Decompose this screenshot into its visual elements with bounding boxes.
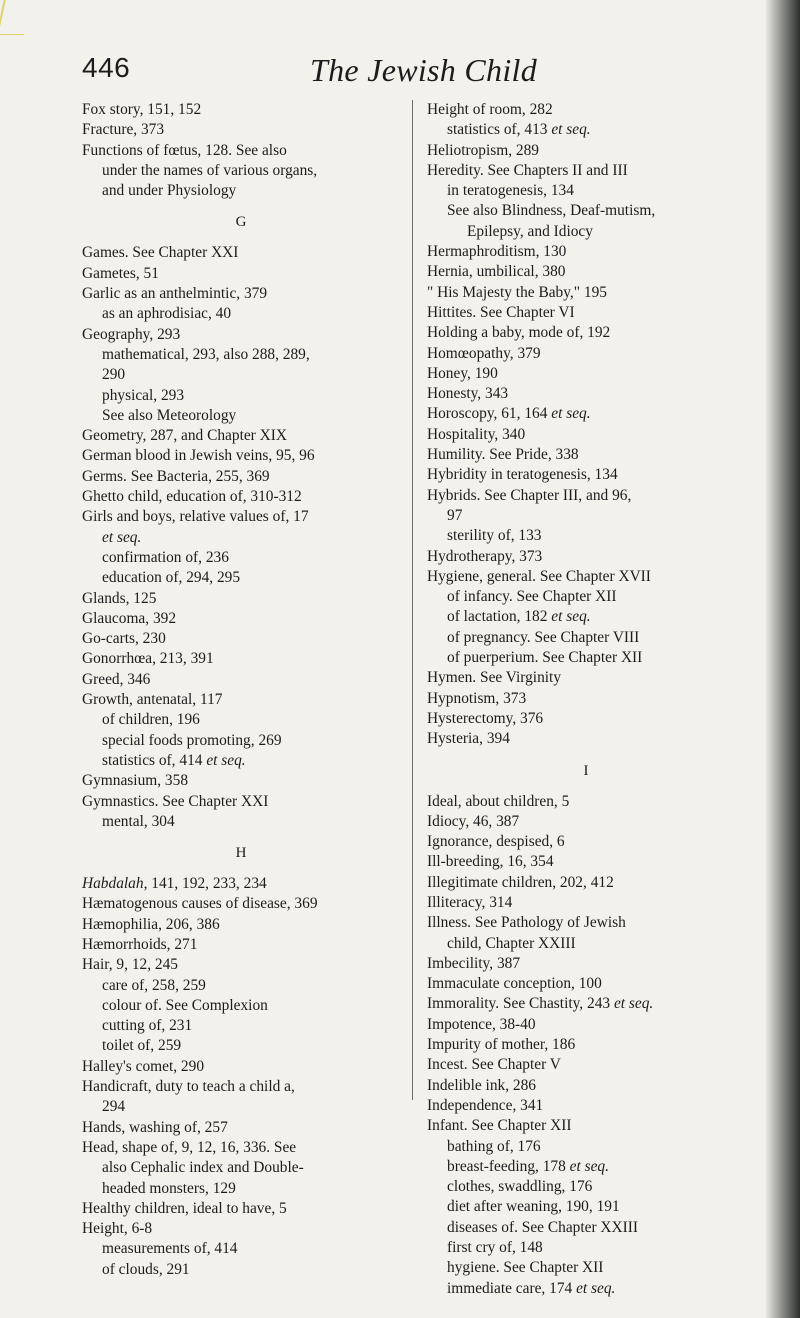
index-subentry: headed monsters, 129	[102, 1179, 236, 1197]
index-subentry: sterility of, 133	[447, 527, 542, 545]
index-subentry: toilet of, 259	[102, 1037, 182, 1055]
entry-text: statistics of, 413	[447, 121, 552, 139]
entry-text: statistics of, 414	[102, 751, 207, 769]
index-entry: Hymen. See Virginity	[427, 669, 562, 687]
entry-et-seq: et seq.	[576, 1279, 616, 1297]
index-entry	[82, 874, 400, 894]
index-entry: Honesty, 343	[427, 385, 509, 403]
index-entry: Infant. See Chapter XII	[427, 1117, 572, 1135]
index-entry: " His Majesty the Baby," 195	[427, 283, 607, 301]
index-subentry: et seq.	[102, 528, 142, 546]
index-entry: Indelible ink, 286	[427, 1076, 536, 1094]
index-entry: Hæmophilia, 206, 386	[82, 915, 220, 933]
index-entry: Hybridity in teratogenesis, 134	[427, 466, 618, 484]
entry-et-seq: et seq.	[206, 751, 246, 769]
index-subentry: 290	[102, 366, 126, 384]
page-number: 446	[82, 52, 131, 83]
index-subentry: as an aphrodisiac, 40	[102, 305, 232, 323]
index-entry: Hermaphroditism, 130	[427, 243, 567, 261]
page-edge-shadow	[766, 0, 800, 1318]
pencil-mark	[0, 0, 32, 35]
entry-text: Immorality. See Chastity, 243	[427, 995, 614, 1013]
index-entry: Homœopathy, 379	[427, 344, 541, 362]
index-entry: Germs. See Bacteria, 255, 369	[82, 467, 270, 485]
entry-et-seq: et seq.	[551, 608, 591, 626]
index-entry: Head, shape of, 9, 12, 16, 336. See	[82, 1138, 297, 1156]
index-subentry: special foods promoting, 269	[102, 731, 282, 749]
index-entry: German blood in Jewish veins, 95, 96	[82, 447, 315, 465]
index-subentry: physical, 293	[102, 386, 185, 404]
index-entry: Glands, 125	[82, 589, 157, 607]
index-subentry: of pregnancy. See Chapter VIII	[447, 628, 640, 646]
section-letter-g: G	[235, 214, 247, 231]
index-entry: Healthy children, ideal to have, 5	[82, 1199, 287, 1217]
index-subentry	[427, 120, 745, 140]
entry-text: breast-feeding, 178	[447, 1157, 570, 1175]
index-entry	[427, 404, 745, 424]
index-entry: Illegitimate children, 202, 412	[427, 873, 614, 891]
index-subentry: care of, 258, 259	[102, 976, 206, 994]
index-entry: Fox story, 151, 152	[82, 101, 202, 118]
column-divider	[412, 100, 413, 1100]
index-subentry: education of, 294, 295	[102, 569, 241, 587]
entry-et-seq: et seq.	[551, 405, 591, 423]
index-subentry: measurements of, 414	[102, 1240, 238, 1258]
index-subentry: of puerperium. See Chapter XII	[447, 649, 643, 667]
index-entry: under the names of various organs,	[102, 161, 318, 179]
index-subentry: also Cephalic index and Double-	[102, 1159, 304, 1177]
entry-text: Horoscopy, 61, 164	[427, 405, 552, 423]
index-subentry: in teratogenesis, 134	[447, 182, 574, 200]
index-column-right	[427, 100, 745, 1299]
index-subentry	[427, 607, 745, 627]
index-entry: Go-carts, 230	[82, 630, 166, 648]
index-entry: and under Physiology	[102, 182, 237, 200]
index-subentry: bathing of, 176	[447, 1137, 541, 1155]
entry-et-seq: et seq.	[569, 1157, 609, 1175]
index-entry: Ignorance, despised, 6	[427, 833, 565, 851]
entry-text: of lactation, 182	[447, 608, 552, 626]
index-entry: Height of room, 282	[427, 101, 553, 118]
index-entry: Imbecility, 387	[427, 954, 521, 972]
section-letter-h: H	[235, 845, 247, 862]
index-entry: Illness. See Pathology of Jewish	[427, 914, 626, 932]
index-subentry: See also Meteorology	[102, 406, 237, 424]
index-entry: Hair, 9, 12, 245	[82, 956, 178, 974]
index-subentry: diseases of. See Chapter XXIII	[447, 1218, 639, 1236]
index-entry: Impurity of mother, 186	[427, 1036, 576, 1054]
index-subentry: child, Chapter XXIII	[447, 934, 576, 952]
index-subentry: colour of. See Complexion	[102, 996, 268, 1014]
index-entry: Ideal, about children, 5	[427, 792, 570, 810]
index-entry: Hybrids. See Chapter III, and 96,	[427, 486, 632, 504]
index-entry: Hysteria, 394	[427, 730, 510, 748]
index-entry: Immaculate conception, 100	[427, 975, 602, 993]
index-entry: Independence, 341	[427, 1096, 544, 1114]
index-entry: Heredity. See Chapters II and III	[427, 161, 628, 179]
index-entry: Illiteracy, 314	[427, 893, 513, 911]
index-subentry: See also Blindness, Deaf-mutism,	[447, 202, 656, 220]
index-entry: Humility. See Pride, 338	[427, 446, 579, 464]
index-entry: Growth, antenatal, 117	[82, 691, 223, 709]
index-subentry: mental, 304	[102, 812, 175, 830]
index-entry: Ghetto child, education of, 310-312	[82, 488, 302, 506]
entry-text: , 141, 192, 233, 234	[143, 875, 267, 893]
index-subentry: 294	[102, 1098, 126, 1116]
index-entry: Incest. See Chapter V	[427, 1056, 561, 1074]
index-subentry: of clouds, 291	[102, 1260, 190, 1278]
index-entry: Hospitality, 340	[427, 425, 526, 443]
index-entry: Honey, 190	[427, 364, 498, 382]
index-entry: Halley's comet, 290	[82, 1057, 205, 1075]
index-entry: Impotence, 38-40	[427, 1015, 536, 1033]
entry-italic-term: Habdalah	[82, 875, 144, 893]
index-entry: Gymnastics. See Chapter XXI	[82, 792, 269, 810]
index-entry: Idiocy, 46, 387	[427, 812, 520, 830]
index-entry: Hernia, umbilical, 380	[427, 263, 566, 281]
index-entry: Holding a baby, mode of, 192	[427, 324, 611, 342]
entry-et-seq: et seq.	[551, 121, 591, 139]
index-entry: Height, 6-8	[82, 1220, 153, 1238]
index-column-left	[82, 100, 400, 1280]
index-entry: Heliotropism, 289	[427, 141, 540, 159]
entry-et-seq: et seq.	[613, 995, 654, 1013]
index-subentry: Epilepsy, and Idiocy	[467, 222, 593, 240]
index-entry: Gymnasium, 358	[82, 772, 189, 790]
index-entry: Greed, 346	[82, 670, 151, 688]
index-entry: Functions of fœtus, 128. See also	[82, 141, 287, 159]
index-subentry	[427, 1157, 745, 1177]
index-subentry: hygiene. See Chapter XII	[447, 1259, 604, 1277]
section-letter-i: I	[583, 762, 589, 779]
index-entry: Geometry, 287, and Chapter XIX	[82, 427, 288, 445]
index-entry: Games. See Chapter XXI	[82, 244, 239, 262]
index-entry: Geography, 293	[82, 325, 181, 343]
index-entry: Hands, washing of, 257	[82, 1118, 228, 1136]
index-subentry: first cry of, 148	[447, 1239, 543, 1257]
index-subentry: confirmation of, 236	[102, 548, 229, 566]
page-header	[0, 52, 760, 92]
index-entry: Hygiene, general. See Chapter XVII	[427, 567, 651, 585]
index-entry: Glaucoma, 392	[82, 609, 177, 627]
index-entry: Hittites. See Chapter VI	[427, 303, 575, 321]
index-entry: Gonorrhœa, 213, 391	[82, 650, 214, 668]
index-entry: Fracture, 373	[82, 121, 165, 139]
index-entry: Ill-breeding, 16, 354	[427, 853, 554, 871]
running-title: The Jewish Child	[310, 52, 538, 88]
index-entry: Garlic as an anthelmintic, 379	[82, 285, 268, 303]
entry-text: immediate care, 174	[447, 1279, 577, 1297]
index-entry	[427, 994, 745, 1014]
index-subentry	[427, 1279, 745, 1299]
index-entry: Girls and boys, relative values of, 17	[82, 508, 309, 526]
index-subentry: mathematical, 293, also 288, 289,	[102, 345, 310, 363]
index-entry: Gametes, 51	[82, 264, 159, 282]
index-entry: Hysterectomy, 376	[427, 709, 544, 727]
index-subentry: clothes, swaddling, 176	[447, 1178, 593, 1196]
index-subentry: of children, 196	[102, 711, 200, 729]
index-entry: Hypnotism, 373	[427, 689, 527, 707]
index-entry: Hydrotherapy, 373	[427, 547, 543, 565]
index-entry: Hæmatogenous causes of disease, 369	[82, 895, 318, 913]
index-entry: Handicraft, duty to teach a child a,	[82, 1078, 295, 1096]
index-subentry: 97	[447, 506, 463, 524]
index-subentry: cutting of, 231	[102, 1017, 193, 1035]
index-subentry: of infancy. See Chapter XII	[447, 588, 617, 606]
index-subentry: diet after weaning, 190, 191	[447, 1198, 620, 1216]
index-entry: Hæmorrhoids, 271	[82, 935, 198, 953]
index-subentry	[82, 751, 400, 771]
